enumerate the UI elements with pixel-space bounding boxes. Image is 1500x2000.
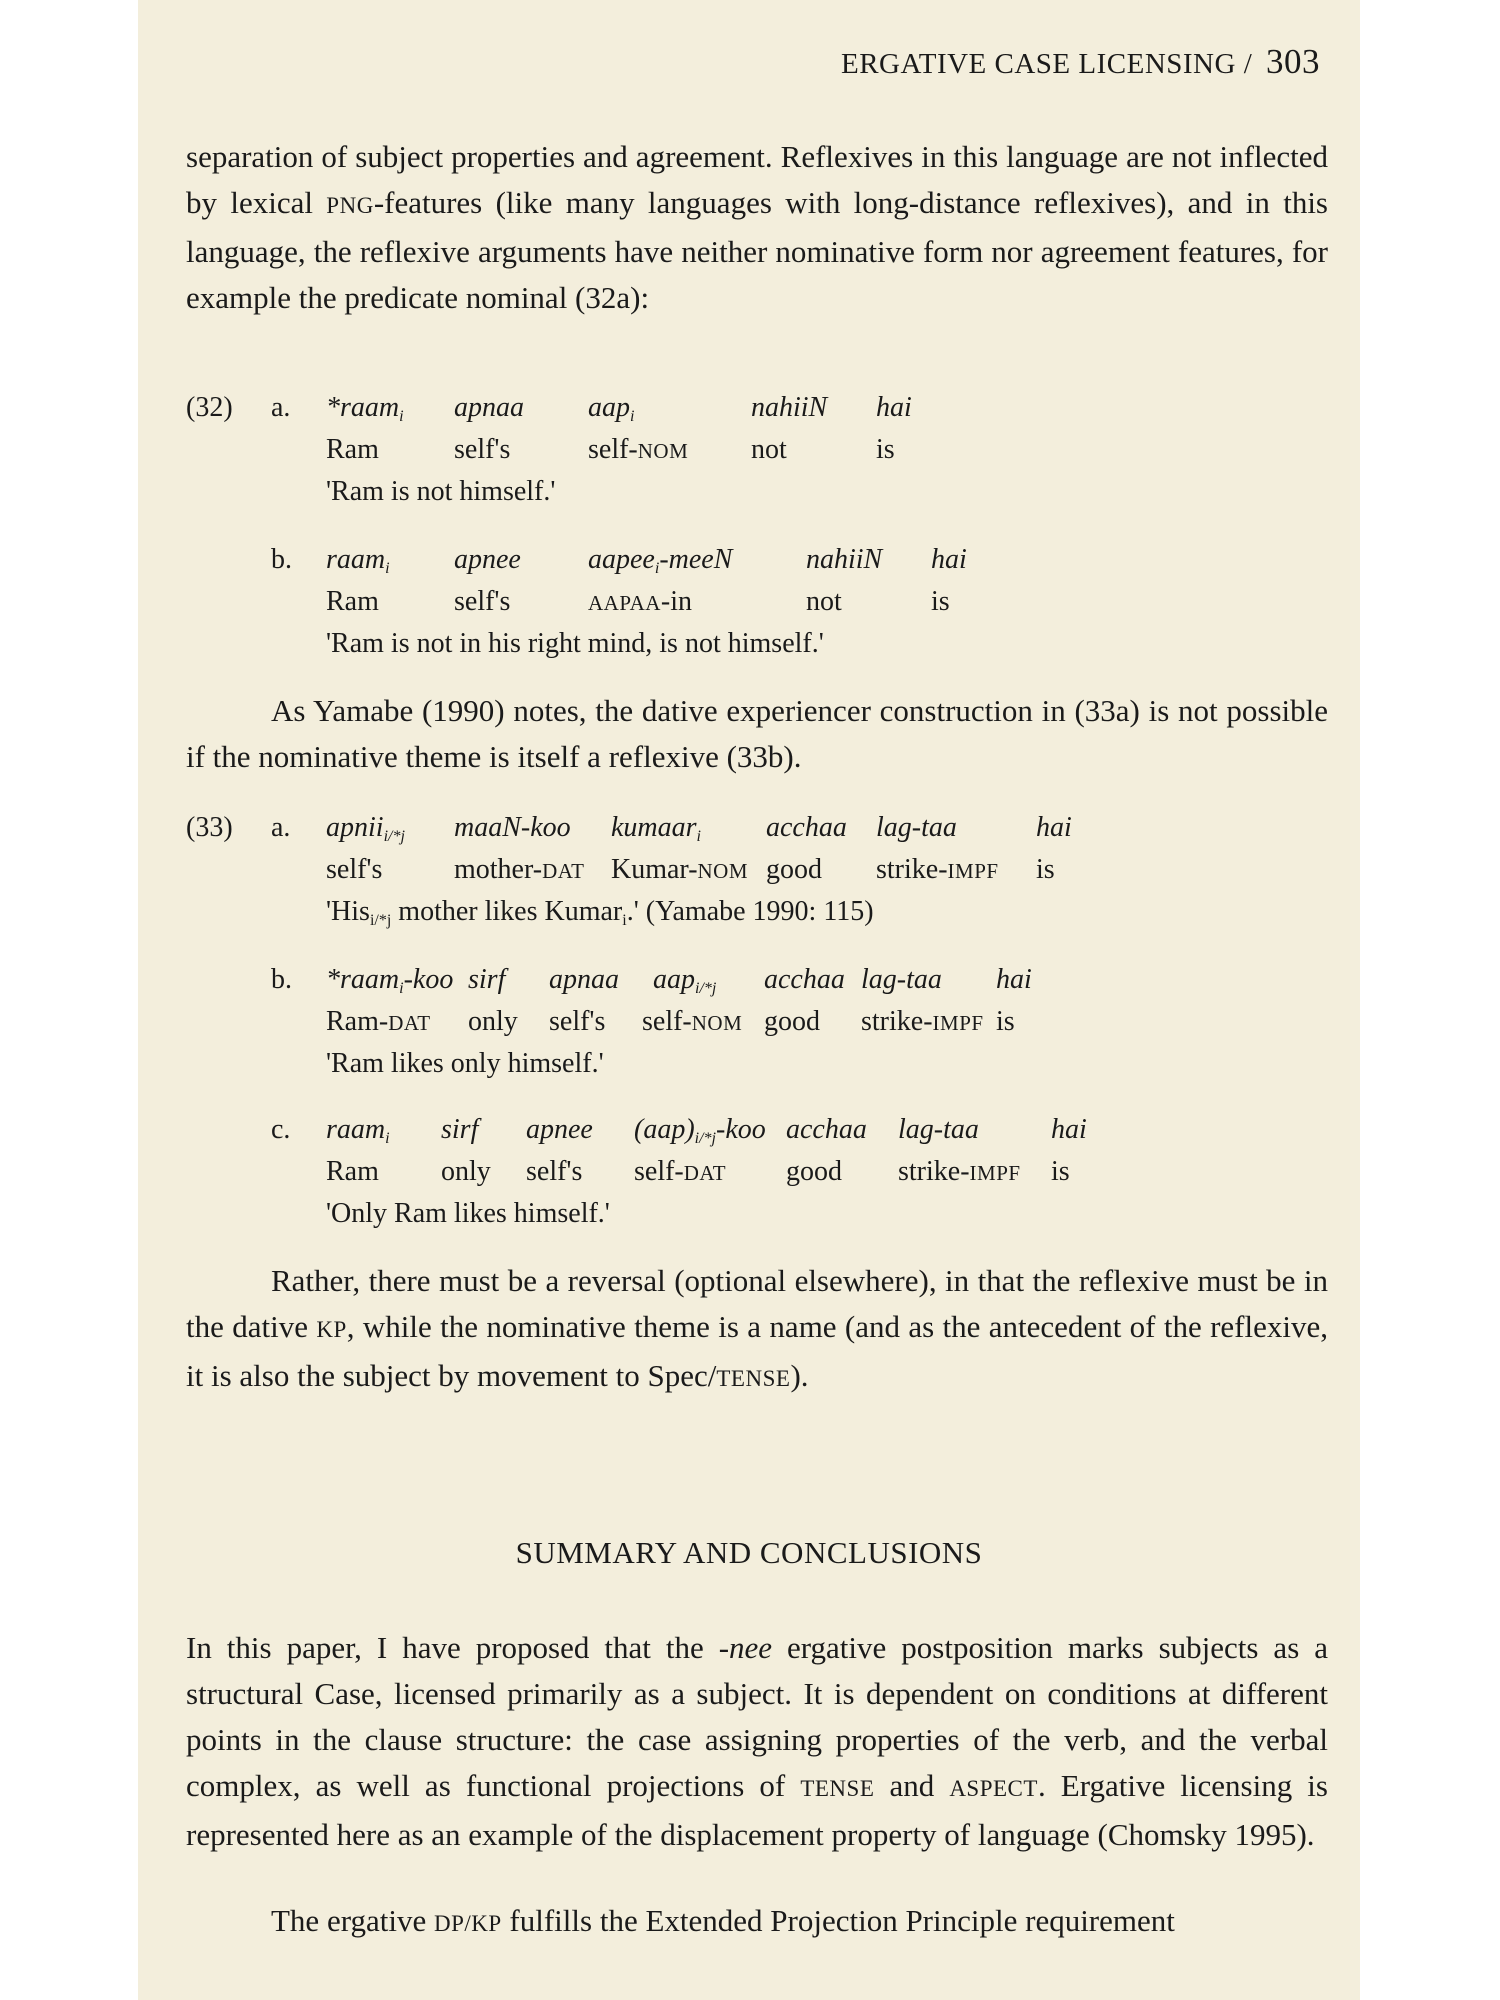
example-33a-translation: 'His$_{i/*j}$ mother likes Kumar$_i$.' (Yamabe 1990: 115): [326, 896, 874, 929]
book-page: ERGATIVE CASE LICENSING / 303 separation of subject properties and agreement. Reflexives in this language are not inflected by lexical PNG-features (like many languages with long-distance reflexives), and in this language, the reflexive arguments have neither nominative form nor agreement features, for example the predicate nominal (32a): (32) a. *raam$_i$ apnaa aap$_i$ nahiiN hai Ram self's self-NOM not is 'Ram is not himself.' b. raam$_i$ apnee aapee$_i$-meeN nahiiN hai Ram self's AAPAA-in not is 'Ram is not in his right mind, is not himself.' As Yamabe (1990) notes, the dative experiencer construction in (33a) is not possible if the nominative theme is itself a reflexive (33b). (33) a. apnii$_{i/*j}$ maaN-koo kumaar$_i$ acchaa lag-taa hai self's mother-DAT Kumar-NOM good strike-IMPF is 'His$_{i/*j}$ mother likes Kumar$_i$.' (Yamabe 1990: 115) b. *raam$_i$-koo sirf apnaa aap$_{i/*j}$ acchaa lag-taa hai Ram-DAT only self's self-NOM good strike-IMPF is 'Ram likes only himself.' c. raam$_i$ sirf apnee $(aap)_{i/*j}$-koo acchaa lag-taa hai Ram only self's self-DAT good strike-IMPF is 'Only Ram likes himself.' Rather, there must be a reversal (optional elsewhere), in that the reflexive must be in the dative KP, while the nominative theme is a name (and as the antecedent of the reflexive, it is also the subject by movement to Spec/TENSE). SUMMARY AND CONCLUSIONS In this paper, I have proposed that the -nee ergative postposition marks subjects as a structural Case, licensed primarily as a subject. It is dependent on conditions at different points in the clause structure: the case assigning properties of the verb, and the verbal complex, as well as functional projections of TENSE and ASPECT. Ergative licensing is represented here as an example of the displacement property of language (Chomsky 1995). The ergative DP/KP fulfills the Extended Projection Principle requirement: [138, 0, 1360, 2000]
header-separator: /: [1243, 48, 1253, 80]
paragraph-1: separation of subject properties and agreement. Reflexives in this language are not inflected by lexical PNG-features (like many languages with long-distance reflexives), and in this language, the reflexive arguments have neither nominative form nor agreement features, for example the predicate nominal (32a):: [186, 139, 1328, 315]
paragraph-3: Rather, there must be a reversal (optional elsewhere), in that the reflexive must be in the dative KP, while the nominative theme is a name (and as the antecedent of the reflexive, it is also the subject by movement to Spec/TENSE).: [186, 1263, 1328, 1393]
example-33c-translation: 'Only Ram likes himself.': [326, 1198, 610, 1229]
running-title: ERGATIVE CASE LICENSING: [841, 48, 1236, 80]
running-header: [841, 42, 1320, 82]
example-number: (32): [186, 392, 233, 423]
example-32b-translation: 'Ram is not in his right mind, is not himself.': [326, 628, 824, 659]
section-heading: SUMMARY AND CONCLUSIONS: [515, 1535, 983, 1570]
example-33b-translation: 'Ram likes only himself.': [326, 1048, 604, 1079]
paragraph-4: In this paper, I have proposed that the -nee ergative postposition marks subjects as a structural Case, licensed primarily as a subject. It is dependent on conditions at different points in the clause structure: the case assigning properties of the verb, and the verbal complex, as well as functional projections of TENSE and ASPECT. Ergative licensing is represented here as an example of the displacement property of language (Chomsky 1995).: [186, 1630, 1328, 1852]
example-label: a.: [271, 392, 291, 423]
paragraph-5: The ergative DP/KP fulfills the Extended Projection Principle requirement: [271, 1903, 1175, 1938]
page-number: 303: [1266, 42, 1320, 81]
paragraph-2: As Yamabe (1990) notes, the dative experiencer construction in (33a) is not possible if the nominative theme is itself a reflexive (33b).: [186, 693, 1328, 774]
example-32a-translation: 'Ram is not himself.': [326, 476, 556, 507]
